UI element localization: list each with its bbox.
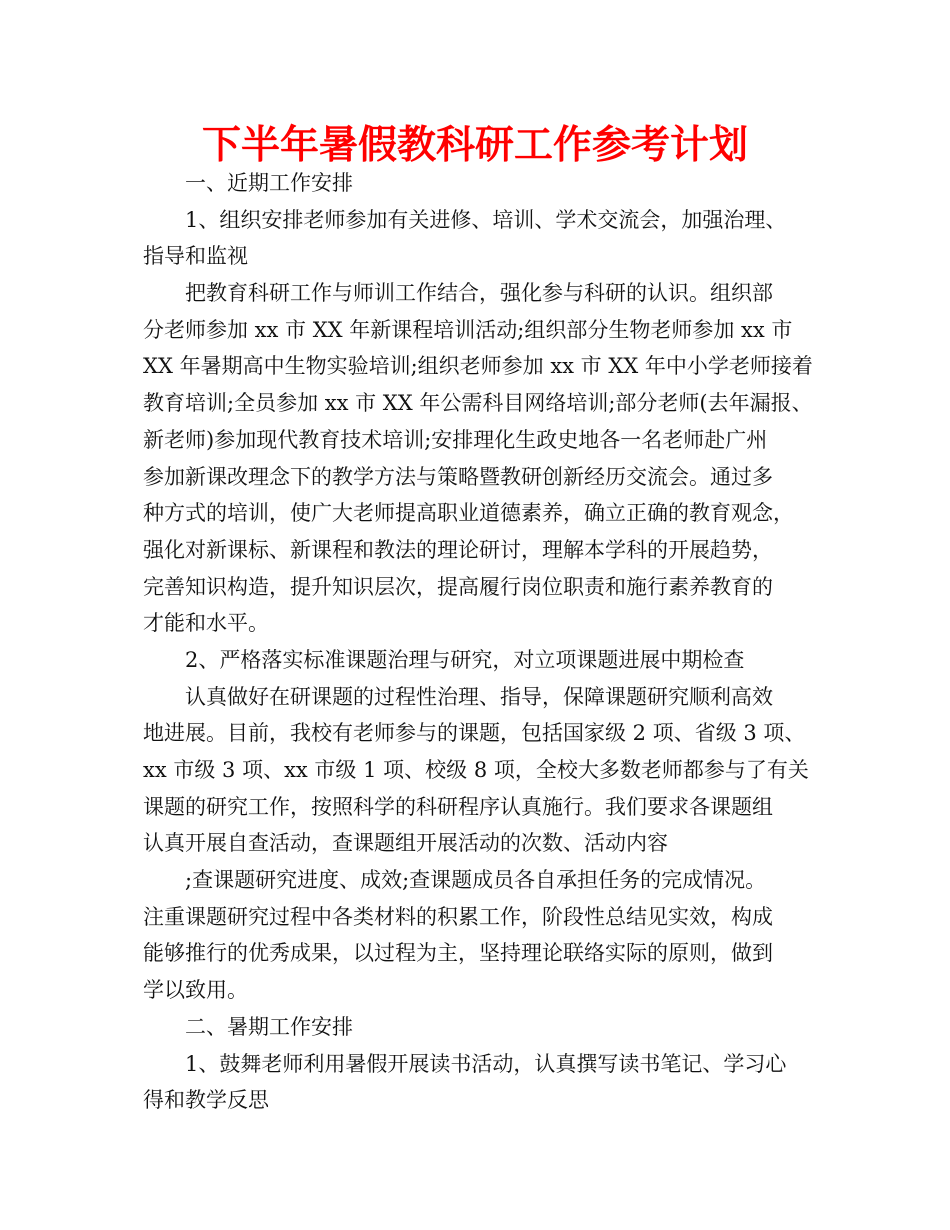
paragraph-line: 1、鼓舞老师利用暑假开展读书活动，认真撰写读书笔记、学习心 xyxy=(185,1051,787,1076)
paragraph-line: 注重课题研究过程中各类材料的积累工作，阶段性总结见实效，构成 xyxy=(143,904,773,929)
paragraph-line: 认真开展自查活动，查课题组开展活动的次数、活动内容 xyxy=(143,831,668,856)
paragraph-line: 能够推行的优秀成果，以过程为主，坚持理论联络实际的原则，做到 xyxy=(143,941,773,966)
paragraph-line: 新老师)参加现代教育技术培训;安排理化生政史地各一名老师赴广州 xyxy=(143,427,768,452)
paragraph-line: 学以致用。 xyxy=(143,978,248,1003)
paragraph-line: 种方式的培训，使广大老师提高职业道德素养，确立正确的教育观念， xyxy=(143,501,794,526)
paragraph-line: 才能和水平。 xyxy=(143,611,269,636)
section-heading: 二、暑期工作安排 xyxy=(185,1014,353,1039)
paragraph-line: 把教育科研工作与师训工作结合，强化参与科研的认识。组织部 xyxy=(185,281,773,306)
paragraph-line: 认真做好在研课题的过程性治理、指导，保障课题研究顺利高效 xyxy=(185,684,773,709)
paragraph-line: 地进展。目前，我校有老师参与的课题，包括国家级 2 项、省级 3 项、 xyxy=(143,721,806,746)
paragraph-line: xx 市级 3 项、xx 市级 1 项、校级 8 项，全校大多数老师都参与了有关 xyxy=(143,758,809,782)
paragraph-line: 分老师参加 xx 市 XX 年新课程培训活动;组织部分生物老师参加 xx 市 xyxy=(143,317,793,342)
paragraph-line: 强化对新课标、新课程和教法的理论研讨，理解本学科的开展趋势， xyxy=(143,537,773,562)
paragraph-line: 指导和监视 xyxy=(143,244,248,269)
section-heading: 一、近期工作安排 xyxy=(185,171,353,195)
document-title: 下半年暑假教科研工作参考计划 xyxy=(201,123,748,168)
paragraph-line: XX 年暑期高中生物实验培训;组织老师参加 xx 市 XX 年中小学老师接着 xyxy=(143,354,813,379)
paragraph-line: 教育培训;全员参加 xx 市 XX 年公需科目网络培训;部分老师(去年漏报、 xyxy=(143,391,813,416)
paragraph-line: ;查课题研究进度、成效;查课题成员各自承担任务的完成情况。 xyxy=(185,868,767,893)
paragraph-line: 参加新课改理念下的教学方法与策略暨教研创新经历交流会。通过多 xyxy=(143,464,773,489)
paragraph-line: 1、组织安排老师参加有关进修、培训、学术交流会，加强治理、 xyxy=(185,207,787,232)
paragraph-line: 得和教学反思 xyxy=(143,1088,269,1113)
paragraph-line: 课题的研究工作，按照科学的科研程序认真施行。我们要求各课题组 xyxy=(143,794,773,819)
document-body xyxy=(143,165,823,1119)
paragraph-line: 完善知识构造，提升知识层次，提高履行岗位职责和施行素养教育的 xyxy=(143,574,773,599)
paragraph-line: 2、严格落实标准课题治理与研究，对立项课题进展中期检查 xyxy=(185,647,745,672)
